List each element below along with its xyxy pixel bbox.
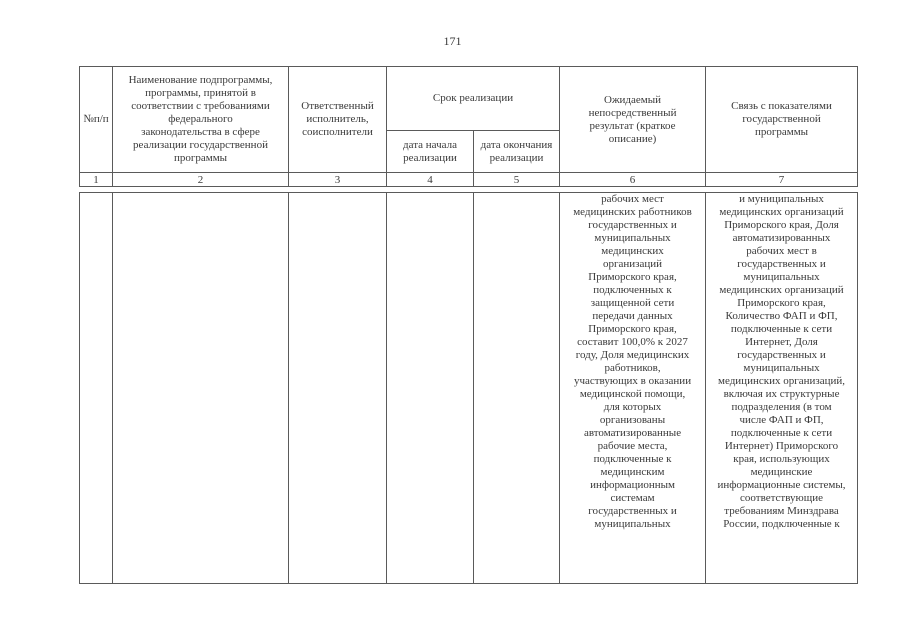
header-responsible: Ответственный исполнитель, соисполнители — [289, 67, 387, 173]
table-row — [80, 193, 858, 584]
cell-end-date — [474, 193, 560, 584]
column-number: 6 — [560, 173, 706, 187]
column-number: 2 — [113, 173, 289, 187]
page-number: 171 — [443, 34, 462, 48]
header-start-date: дата начала реализации — [387, 131, 474, 173]
column-number: 1 — [80, 173, 113, 187]
column-number: 3 — [289, 173, 387, 187]
cell-start-date — [387, 193, 474, 584]
column-numbers-row — [80, 173, 858, 187]
header-end-date: дата окончания реализации — [474, 131, 560, 173]
cell-responsible — [289, 193, 387, 584]
column-number: 7 — [706, 173, 858, 187]
header-indicator-link: Связь с показателями государственной программы — [706, 67, 858, 173]
header-subprogram-name: Наименование подпрограммы, программы, принятой в соответствии с требованиями федерального законодательства в сфере реализации государственной программы — [113, 67, 289, 173]
header-number: №п/п — [80, 67, 113, 173]
column-number: 5 — [474, 173, 560, 187]
program-table — [79, 66, 858, 584]
cell-subprogram-name — [113, 193, 289, 584]
cell-expected-result: рабочих мест медицинских работников государственных и муниципальных медицинских организаций Приморского края, подключенных к защищенной сети передачи данных Приморского края, составит 100,0% к 2027 году, Доля медицинских работников, участвующих в оказании медицинской помощи, для которых организованы автоматизированные рабочие места, подключенные к медицинским информационным системам государственных и муниципальных — [560, 193, 706, 584]
cell-indicator-link: и муниципальных медицинских организаций Приморского края, Доля автоматизированных рабочих мест в государственных и муниципальных медицинских организаций Приморского края, Количество ФАП и ФП, подключенные к сети Интернет, Доля государственных и муниципальных медицинских организаций, включая их структурные подразделения (в том числе ФАП и ФП, подключенные к сети Интернет) Приморского края, использующих медицинские информационные системы, соответствующие требованиям Минздрава России, подключенные к — [706, 193, 858, 584]
header-implementation-period: Срок реализации — [387, 67, 560, 131]
header-row-top — [80, 67, 858, 131]
header-expected-result: Ожидаемый непосредственный результат (краткое описание) — [560, 67, 706, 173]
cell-number — [80, 193, 113, 584]
column-number: 4 — [387, 173, 474, 187]
